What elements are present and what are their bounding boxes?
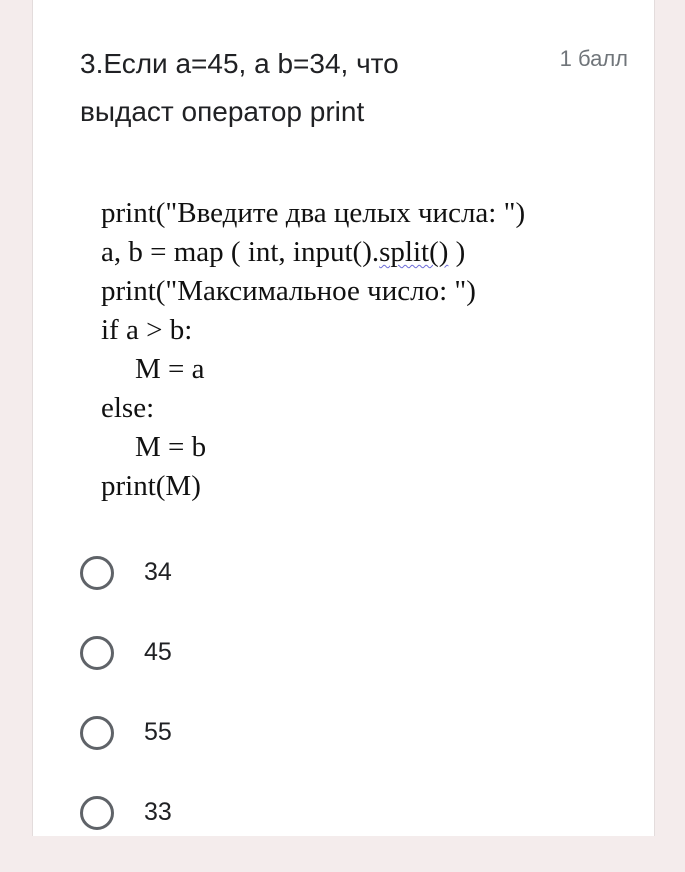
code-line: if a > b: <box>101 314 193 346</box>
answer-option[interactable] <box>80 632 172 712</box>
answer-options <box>80 552 172 872</box>
code-image <box>101 194 525 506</box>
answer-option[interactable] <box>80 792 172 872</box>
radio-button-icon[interactable] <box>80 716 114 750</box>
radio-button-icon[interactable] <box>80 556 114 590</box>
question-title: 3.Если a=45, а b=34, что выдаст оператор print <box>80 48 399 127</box>
code-line <box>101 233 525 272</box>
code-line: M = a <box>135 353 205 385</box>
code-line: else: <box>101 392 155 424</box>
code-text: ) <box>448 236 466 268</box>
points-label: 1 балл <box>559 46 628 71</box>
radio-button-icon[interactable] <box>80 636 114 670</box>
answer-option[interactable] <box>80 712 172 792</box>
answer-option-label: 33 <box>144 798 172 826</box>
code-line: M = b <box>135 431 207 463</box>
code-line: print("Максимальное число: ") <box>101 275 476 307</box>
answer-option-label: 34 <box>144 558 172 586</box>
spellcheck-underlined-text: split() <box>379 236 449 268</box>
code-text: a, b = map ( int, input(). <box>101 236 380 268</box>
answer-option[interactable] <box>80 552 172 632</box>
question-card <box>32 0 655 836</box>
code-line: print(M) <box>101 470 201 502</box>
code-line: print("Введите два целых числа: ") <box>101 197 526 229</box>
answer-option-label: 45 <box>144 638 172 666</box>
radio-button-icon[interactable] <box>80 796 114 830</box>
answer-option-label: 55 <box>144 718 172 746</box>
